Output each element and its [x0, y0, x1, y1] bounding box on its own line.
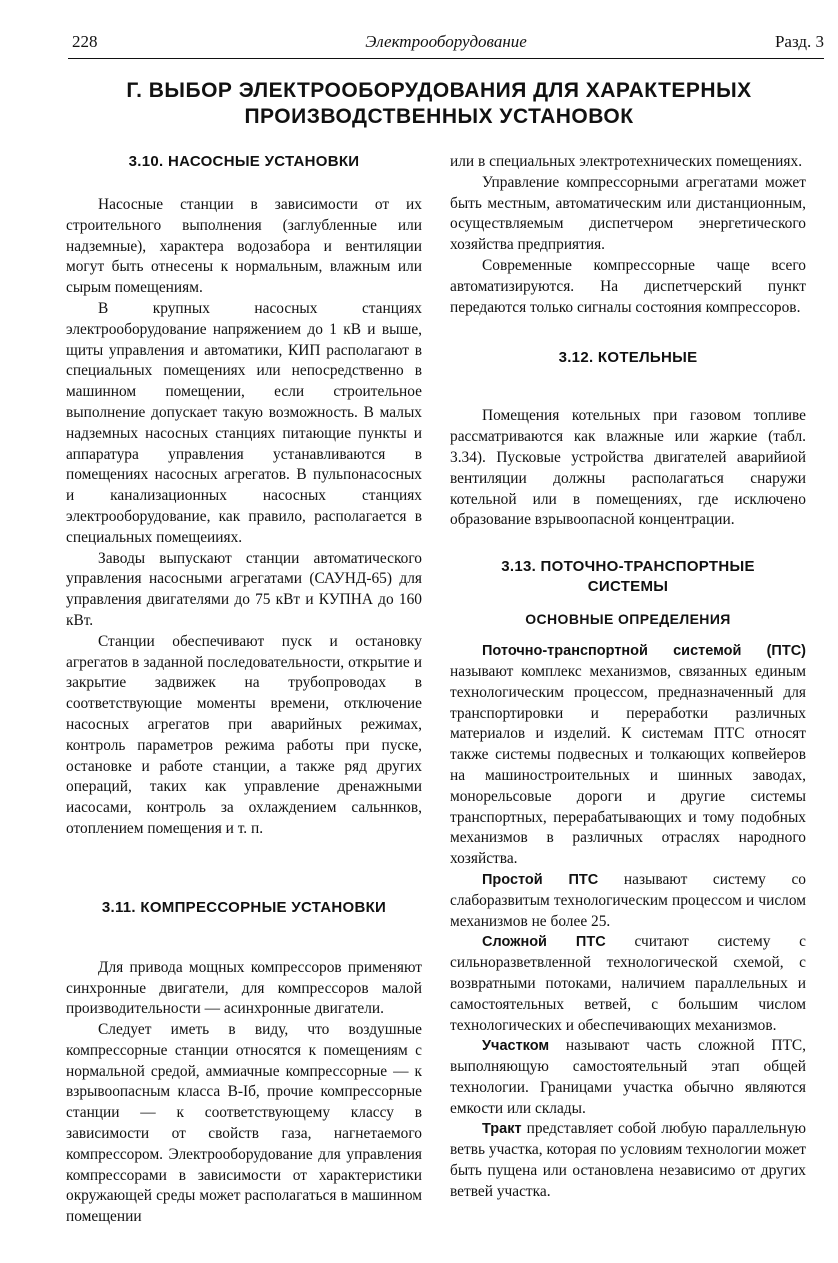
page-number: 228 — [72, 32, 98, 51]
definition-text: называют часть сложной ПТС, выполняющую самостоятельный этап общей технологии. Границами участка обычно являются емкости или склады. — [450, 1037, 806, 1117]
paragraph: Для привода мощных компрессоров применяют синхронные двигатели, для компрессоров малой производительности — асинхронные двигатели. — [66, 958, 422, 1018]
section-heading-3-13 — [450, 557, 806, 597]
section-heading-3-12: 3.12. КОТЕЛЬНЫЕ — [558, 349, 698, 367]
paragraph: Станции обеспечивают пуск и остановку агрегатов в заданной последовательности, открытие и закрытие задвижек на трубопроводах в соответствующие моменты времени, отключение насосных агрегатов при аварийных режимах, контроль параметров режима работы при пуске, остановке и работе станции, а также ряд других операций, таких как управление дренажными иасосами, контроль за охлаждением сальннков, отоплением помещения и т. п. — [66, 632, 422, 837]
part-title-line-2: ПРОИЗВОДСТВЕННЫХ УСТАНОВОК — [244, 105, 634, 128]
definition-paragraph — [450, 932, 806, 1036]
definition-text: называют комплекс механизмов, связанных единым технологическим процессом, предназначенный для транспортировки и переработки различных материалов и изделий. К системам ПТС относят также системы подвесных и толкающих копвейеров на машиностроительных и шинных заводах, монорельсовые дороги и другие системы транспортных, перерабатывающих и тому подобных механизмов в различных отраслях народного хозяйства. — [450, 662, 806, 868]
part-title — [60, 78, 818, 130]
paragraph: Заводы выпускают станции автоматического управления насосными агрегатами (САУНД-65) для управления двигателями до 75 кВт и КУПНА до 160 кВт. — [66, 549, 422, 629]
paragraph: или в специальных электротехнических помещениях. — [450, 153, 803, 170]
section-heading-3-11: 3.11. КОМПРЕССОРНЫЕ УСТАНОВКИ — [101, 898, 387, 916]
definition-paragraph — [450, 1036, 806, 1119]
part-title-line-1: Г. ВЫБОР ЭЛЕКТРООБОРУДОВАНИЯ ДЛЯ ХАРАКТЕРНЫХ — [126, 79, 752, 102]
section-heading-3-10: 3.10. НАСОСНЫЕ УСТАНОВКИ — [128, 153, 360, 170]
paragraph: Управление компрессорными агрегатами может быть местным, автоматическим или дистанционным, осуществляемым диспетчером энергетического хозяйства предприятия. — [450, 173, 806, 254]
definition-paragraph — [450, 870, 806, 932]
subheading-definitions: ОСНОВНЫЕ ОПРЕДЕЛЕНИЯ — [525, 611, 731, 628]
paragraph: Современные компрессорные чаще всего автоматизируются. На диспетчерский пункт передаются только сигналы состояния компрессоров. — [450, 256, 806, 316]
paragraph: Следует иметь в виду, что воздушные компрессорные станции относятся к помещениям с нормальной средой, аммиачные компрессорные — к взрывоопасным класса В-Іб, прочие компрессорные станции — к соответствующему классу в зависимости от свойств газа, нагнетаемого компрессором. Электрооборудование для управления компрессорами в зависимости от характеристики окружающей среды может располагаться в машинном помещении — [66, 1021, 422, 1226]
definition-text: представляет собой любую параллельную ветвь участка, которая по условиям технологии может быть пущена или остановлена независимо от других ветвей участка. — [450, 1120, 806, 1200]
defined-term: Участком — [482, 1038, 550, 1055]
defined-term: Сложной ПТС — [482, 934, 606, 951]
right-column — [450, 152, 806, 1203]
running-header — [68, 26, 824, 59]
definition-text: называют систему со слаборазвитым технологическим процессом и числом механизмов не более 25. — [450, 870, 806, 930]
running-title: Электрооборудование — [365, 32, 527, 51]
defined-term: Простой ПТС — [482, 871, 599, 888]
section-heading-3-13-line-2: СИСТЕМЫ — [587, 578, 669, 596]
definition-paragraph — [450, 641, 806, 870]
paragraph: Насосные станции в зависимости от их строительного выполнения (заглубленные или надземные), характера водозабора и вентиляции могут быть отнесены к нормальным, влажным или сырым помещениям. — [66, 196, 422, 297]
defined-term: Тракт — [482, 1121, 522, 1138]
defined-term: Поточно-транспортной системой (ПТС) — [482, 643, 806, 660]
left-column — [66, 152, 422, 1228]
section-label: Разд. 3 — [774, 32, 824, 51]
paragraph: В крупных насосных станциях электрооборудование напряжением до 1 кВ и выше, щиты управления и автоматики, КИП располагают в специальных помещениях или непосредственно в машинном помещении, если строительное выполнение допускает такую возможность. В малых надземных насосных станциях питающие пункты и аппаратура управления устанавливаются в помещениях насосных агрегатов. В пульпонасосных и канализационных насосных станциях электрооборудование, как правило, располагается в специальных помещеииях. — [66, 299, 422, 546]
paragraph: Помещения котельных при газовом топливе рассматриваются как влажные или жаркие (табл. 3.34). Пусковые устройства двигателей аварийиой вентиляции должны располагаться снаружи котельной или в помещениях, где исключено образование взрывоопасной концентрации. — [450, 407, 806, 529]
definition-paragraph — [450, 1119, 806, 1202]
definition-text: считают систему с сильноразветвленной технологической схемой, с возвратными потоками, наличием параллельных и самостоятельных ветвей, с большим числом технологических и обеспечивающих механизмов. — [450, 933, 807, 1034]
section-heading-3-13-line-1: 3.13. ПОТОЧНО-ТРАНСПОРТНЫЕ — [501, 558, 755, 576]
